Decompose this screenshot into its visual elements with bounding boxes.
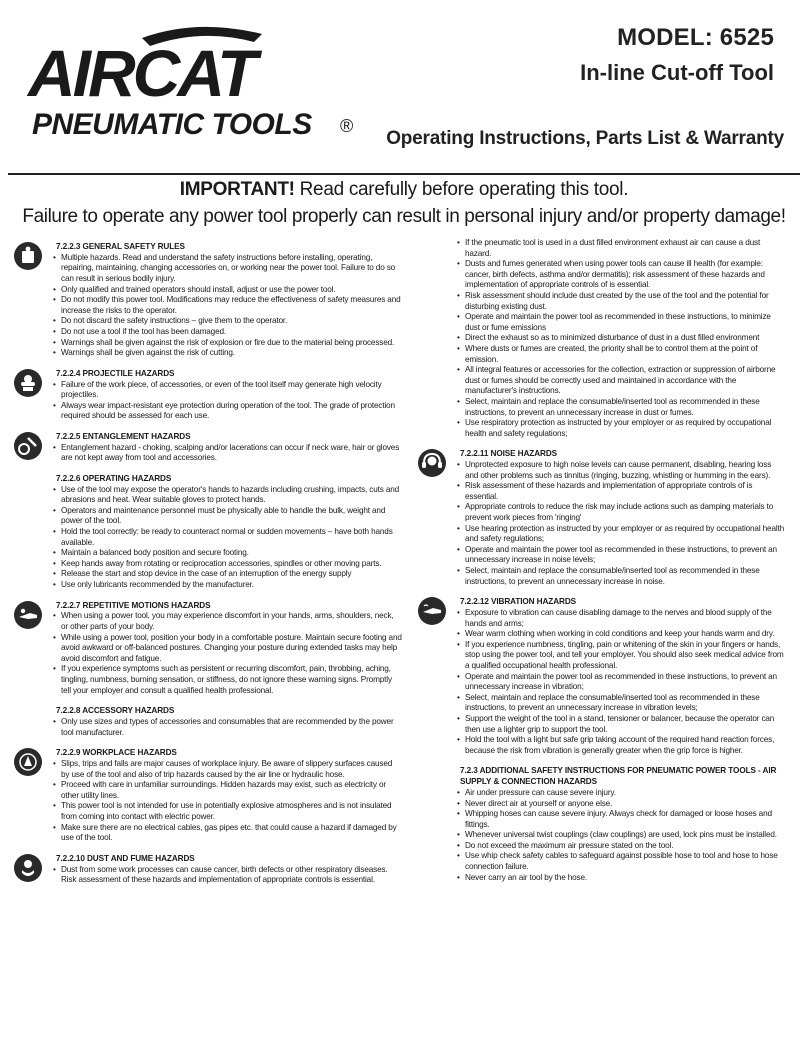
bullet-item: • Entanglement hazard - choking, scalping and/or lacerations can occur if neck ware, hair or gloves are not kept away from tool and accessories. bbox=[52, 443, 402, 464]
bullet-item: • Use whip check safety cables to safeguard against possible hose to tool and hose to hose connection failure. bbox=[456, 851, 786, 872]
bullet-list bbox=[52, 717, 402, 738]
product-name: In-line Cut-off Tool bbox=[580, 60, 774, 85]
bullet-list bbox=[52, 443, 402, 464]
bullet-item: • If the pneumatic tool is used in a dust filled environment exhaust air can cause a dust hazard. bbox=[456, 238, 786, 259]
bullet-item: • Exposure to vibration can cause disabling damage to the nerves and blood supply of the hands and arms; bbox=[456, 608, 786, 629]
model-number: MODEL: 6525 bbox=[617, 24, 774, 51]
hearing-protection-icon bbox=[418, 449, 446, 477]
bullet-item: • Support the weight of the tool in a stand, tensioner or balancer, because the operator can then use a lighter grip to support the tool. bbox=[456, 714, 786, 735]
bullet-item: • If you experience symptoms such as persistent or recurring discomfort, pain, throbbing, aching, tingling, numbness, burning sensation, or stiffness, do not ignore these warning signs. Promptly tell your employer and consult a qualified health professional. bbox=[52, 664, 402, 696]
bullet-item: • Wear warm clothing when working in cold conditions and keep your hands warm and dry. bbox=[456, 629, 786, 640]
bullet-item: • Use only lubricants recommended by the manufacturer. bbox=[52, 580, 402, 591]
bullet-item: • This power tool is not intended for use in potentially explosive atmospheres and is not insulated from coming into contact with electric power. bbox=[52, 801, 402, 822]
bullet-item: • While using a power tool, position your body in a comfortable posture. Maintain secure footing and avoid awkward or off-balanced postures. Changing your posture during extended tasks may help avoid discomfort and fatigue. bbox=[52, 633, 402, 665]
bullet-item: • Where dusts or fumes are created, the priority shall be to control them at the point of emission. bbox=[456, 344, 786, 365]
bullet-item: • Do not exceed the maximum air pressure stated on the tool. bbox=[456, 841, 786, 852]
bullet-item: • When using a power tool, you may experience discomfort in your hands, arms, shoulders, neck, or other parts of your body. bbox=[52, 611, 402, 632]
bullet-item: • Whipping hoses can cause severe injury. Always check for damaged or loose hoses and fittings. bbox=[456, 809, 786, 830]
important-line-2: Failure to operate any power tool properly can result in personal injury and/or property damage! bbox=[22, 206, 786, 227]
section-heading: 7.2.2.6 OPERATING HAZARDS bbox=[56, 473, 172, 483]
left-column bbox=[52, 242, 402, 896]
model-block bbox=[580, 22, 774, 88]
left-section bbox=[52, 854, 402, 886]
bullet-item: • Only qualified and trained operators should install, adjust or use the power tool. bbox=[52, 285, 402, 296]
bullet-list bbox=[456, 788, 786, 883]
bullet-item: • Warnings shall be given against the risk of cutting. bbox=[52, 348, 402, 359]
bullet-item: • Use hearing protection as instructed by your employer or as required by occupational health and safety regulations; bbox=[456, 524, 786, 545]
bullet-list bbox=[52, 485, 402, 591]
section-heading: 7.2.2.9 WORKPLACE HAZARDS bbox=[56, 748, 177, 758]
bullet-item: • Always wear impact-resistant eye protection during operation of the tool. The grade of protection required should be assessed for each use. bbox=[52, 401, 402, 422]
bullet-list bbox=[456, 238, 786, 439]
bullet-item: • Make sure there are no electrical cables, gas pipes etc. that could cause a hazard if damaged by use of the tool. bbox=[52, 823, 402, 844]
bullet-item: • Do not discard the safety instructions – give them to the operator. bbox=[52, 316, 402, 327]
bullet-item: • Use respiratory protection as instructed by your employer or as required by occupational health and safety regulations; bbox=[456, 418, 786, 439]
bullet-item: • Air under pressure can cause severe injury. bbox=[456, 788, 786, 799]
section-heading: 7.2.2.8 ACCESSORY HAZARDS bbox=[56, 706, 175, 716]
left-section bbox=[52, 601, 402, 697]
bullet-item: • Risk assessment should include dust created by the use of the tool and the potential for disturbing existing dust. bbox=[456, 291, 786, 312]
bullet-item: • Only use sizes and types of accessories and consumables that are recommended by the power tool manufacturer. bbox=[52, 717, 402, 738]
bullet-item: • Operate and maintain the power tool as recommended in these instructions, to minimize dust or fume emissions bbox=[456, 312, 786, 333]
important-line-1 bbox=[0, 177, 808, 203]
bullet-list bbox=[52, 253, 402, 359]
bullet-item: • Risk assessment of these hazards and implementation of appropriate controls of is essential. bbox=[456, 481, 786, 502]
aircat-logo-graphic bbox=[22, 20, 367, 140]
section-heading: 7.2.2.11 NOISE HAZARDS bbox=[460, 449, 557, 459]
right-column bbox=[456, 238, 786, 893]
left-section bbox=[52, 748, 402, 844]
bullet-item: • Unprotected exposure to high noise levels can cause permanent, disabling, hearing loss and other problems such as tinnitus (ringing, buzzing, whistling or humming in the ears). bbox=[456, 460, 786, 481]
left-section bbox=[52, 242, 402, 359]
eye-protection-icon bbox=[14, 369, 42, 397]
left-section bbox=[52, 369, 402, 422]
document-subtitle: Operating Instructions, Parts List & Warranty bbox=[386, 128, 784, 149]
bullet-item: • If you experience numbness, tingling, pain or whitening of the skin in your fingers or hands, stop using the power tool, and tell your employer. You should also seek medical advice from a qualified occupational health professional. bbox=[456, 640, 786, 672]
bullet-item: • Failure of the work piece, of accessories, or even of the tool itself may generate high velocity projectiles. bbox=[52, 380, 402, 401]
right-section bbox=[456, 449, 786, 587]
left-section bbox=[52, 474, 402, 591]
bullet-list bbox=[52, 759, 402, 844]
bullet-item: • Hold the tool correctly: be ready to counteract normal or sudden movements – have both hands available. bbox=[52, 527, 402, 548]
section-heading: 7.2.2.3 GENERAL SAFETY RULES bbox=[56, 242, 185, 251]
aircat-logo bbox=[22, 20, 367, 140]
section-heading: 7.2.2.4 PROJECTILE HAZARDS bbox=[56, 368, 175, 378]
vibration-icon bbox=[418, 597, 446, 625]
important-lead: IMPORTANT! bbox=[179, 179, 295, 200]
bullet-item: • Use of the tool may expose the operator's hands to hazards including crushing, impacts, cuts and abrasions and heat. Wear suitable gloves to protect hands. bbox=[52, 485, 402, 506]
right-section bbox=[456, 238, 786, 439]
important-line-1-rest: Read carefully before operating this tool. bbox=[294, 179, 629, 200]
bullet-list bbox=[52, 611, 402, 696]
bullet-item: • Select, maintain and replace the consumable/inserted tool as recommended in these instructions, to prevent an unnecessary increase in noise. bbox=[456, 566, 786, 587]
bullet-list bbox=[456, 608, 786, 756]
bullet-item: • Operate and maintain the power tool as recommended in these instructions, to prevent an unnecessary increase in vibration; bbox=[456, 672, 786, 693]
bullet-item: • Never carry an air tool by the hose. bbox=[456, 873, 786, 884]
left-section bbox=[52, 706, 402, 738]
bullet-item: • Direct the exhaust so as to minimized disturbance of dust in a dust filled environment bbox=[456, 333, 786, 344]
bullet-item: • Dusts and fumes generated when using power tools can cause ill health (for example: cancer, birth defects, asthma and/or dermatitis); risk assessment of these hazards and implementation of appropriate controls of is essential. bbox=[456, 259, 786, 291]
bullet-item: • Whenever universal twist couplings (claw couplings) are used, lock pins must be installed. bbox=[456, 830, 786, 841]
bullet-item: • Proceed with care in unfamiliar surroundings. Hidden hazards may exist, such as electricity or other utility lines. bbox=[52, 780, 402, 801]
bullet-item: • Warnings shall be given against the risk of explosion or fire due to the material being processed. bbox=[52, 338, 402, 349]
section-heading: 7.2.2.5 ENTANGLEMENT HAZARDS bbox=[56, 431, 191, 441]
logo-brand-bottom: PNEUMATIC TOOLS bbox=[32, 108, 312, 140]
bullet-list bbox=[52, 380, 402, 422]
bullet-item: • Do not modify this power tool. Modifications may reduce the effectiveness of safety measures and increase the risks to the operator. bbox=[52, 295, 402, 316]
logo-registered-mark: ® bbox=[340, 116, 354, 136]
section-heading: 7.2.2.7 REPETITIVE MOTIONS HAZARDS bbox=[56, 600, 211, 610]
bullet-item: • Dust from some work processes can cause cancer, birth defects or other respiratory diseases. Risk assessment of these hazards and implementation of appropriate controls is essential. bbox=[52, 865, 402, 886]
bullet-item: • Operate and maintain the power tool as recommended in these instructions, to prevent an unnecessary increase in noise levels; bbox=[456, 545, 786, 566]
bullet-item: • Operators and maintenance personnel must be physically able to handle the bulk, weight and power of the tool. bbox=[52, 506, 402, 527]
repetitive-motion-icon bbox=[14, 601, 42, 629]
left-section bbox=[52, 432, 402, 464]
right-section bbox=[456, 766, 786, 883]
bullet-item: • Select, maintain and replace the consumable/inserted tool as recommended in these instructions, to prevent an unnecessary increase in dust or fumes. bbox=[456, 397, 786, 418]
right-section bbox=[456, 597, 786, 756]
bullet-item: • Multiple hazards. Read and understand the safety instructions before installing, operating, repairing, maintaining, changing accessories on, or working near the power tool. Failure to do so can result in serious bodily injury. bbox=[52, 253, 402, 285]
entanglement-icon bbox=[14, 432, 42, 460]
bullet-item: • Never direct air at yourself or anyone else. bbox=[456, 799, 786, 810]
header-divider bbox=[8, 173, 800, 175]
bullet-item: • Hold the tool with a light but safe grip taking account of the required hand reaction forces, because the risk from vibration is generally greater when the grip force is higher. bbox=[456, 735, 786, 756]
dust-fume-icon bbox=[14, 854, 42, 882]
bullet-item: • Maintain a balanced body position and secure footing. bbox=[52, 548, 402, 559]
workplace-hazard-icon bbox=[14, 748, 42, 776]
bullet-item: • Keep hands away from rotating or reciprocation accessories, spindles or other moving parts. bbox=[52, 559, 402, 570]
important-notice bbox=[0, 177, 808, 230]
bullet-item: • Select, maintain and replace the consumable/inserted tool as recommended in these instructions, to prevent an unnecessary increase in vibration levels; bbox=[456, 693, 786, 714]
logo-brand-top: AIRCAT bbox=[28, 36, 255, 110]
bullet-item: • Appropriate controls to reduce the risk may include actions such as damping materials to prevent work pieces from 'ringing' bbox=[456, 502, 786, 523]
bullet-list bbox=[52, 865, 402, 886]
bullet-item: • All integral features or accessories for the collection, extraction or suppression of airborne dust or fumes should be correctly used and maintained in accordance with the manufacturer's instructions. bbox=[456, 365, 786, 397]
section-heading: 7.2.3 ADDITIONAL SAFETY INSTRUCTIONS FOR PNEUMATIC POWER TOOLS - AIR SUPPLY & CONNECTION HAZARDS bbox=[460, 766, 777, 787]
bullet-item: • Slips, trips and falls are major causes of workplace injury. Be aware of slippery surfaces caused by use of the tool and also of trip hazards caused by the air line or hydraulic hose. bbox=[52, 759, 402, 780]
bullet-item: • Release the start and stop device in the case of an interruption of the energy supply bbox=[52, 569, 402, 580]
bullet-list bbox=[456, 460, 786, 587]
operator-manual-icon bbox=[14, 242, 42, 270]
section-heading: 7.2.2.10 DUST AND FUME HAZARDS bbox=[56, 853, 195, 863]
bullet-item: • Do not use a tool if the tool has been damaged. bbox=[52, 327, 402, 338]
section-heading: 7.2.2.12 VIBRATION HAZARDS bbox=[460, 597, 576, 607]
